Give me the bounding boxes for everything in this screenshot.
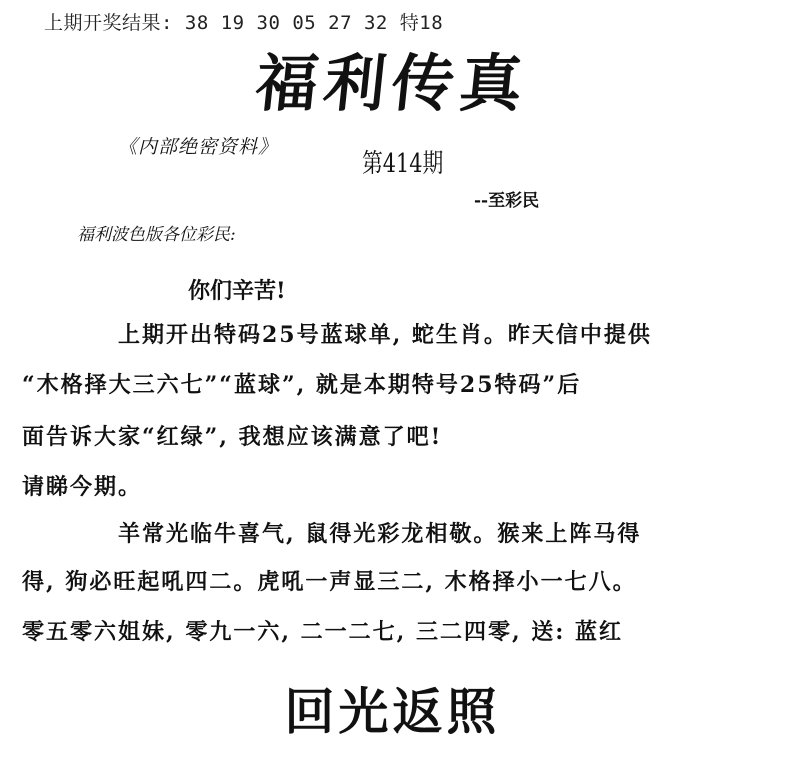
letter-line: 得, 狗必旺起吼四二。虎吼一声显三二, 木格择小一七八。 [22,569,637,595]
subtitle: 《内部绝密资料》 [118,136,279,158]
salutation: 福利波色版各位彩民: [77,225,236,245]
greeting: 你们辛苦! [188,278,286,304]
letter-line: “木格择大三六七”“蓝球”, 就是本期特号25特码”后 [22,372,582,398]
issue-number: 第414期 [362,149,444,179]
letter-line: 请睇今期。 [22,474,143,500]
footer-headline: 回光返照 [284,682,501,741]
letter-line: 零五零六姐妹, 零九一六, 二一二七, 三二四零, 送: 蓝红 [22,619,624,645]
letter-line: 上期开出特码25号蓝球单, 蛇生肖。昨天信中提供 [118,322,652,348]
page-title: 福利传真 [252,47,532,120]
previous-result-line: 上期开奖结果: 38 19 30 05 27 32 特18 [44,12,444,34]
addressee-note: --至彩民 [474,191,540,211]
letter-line: 面告诉大家“红绿”, 我想应该满意了吧! [22,424,443,450]
letter-line: 羊常光临牛喜气, 鼠得光彩龙相敬。猴来上阵马得 [118,521,642,547]
